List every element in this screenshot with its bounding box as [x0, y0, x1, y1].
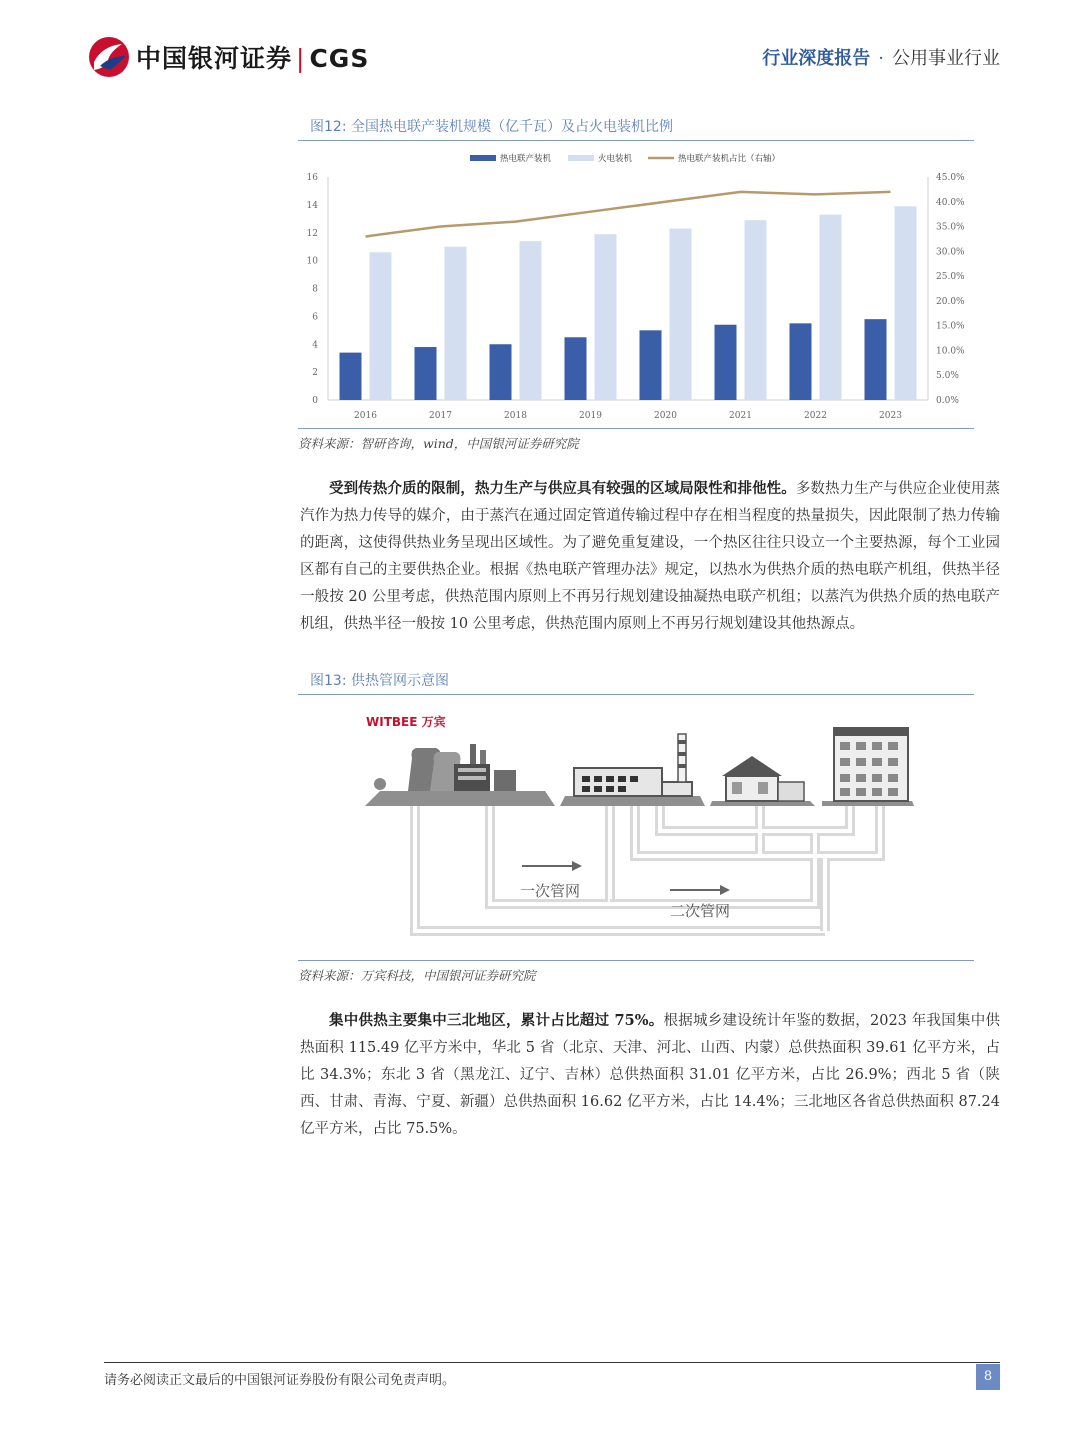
- para2-text: 根据城乡建设统计年鉴的数据，2023 年我国集中供热面积 115.49 亿平方米中，华北 5 省（北京、天津、河北、山西、内蒙）总供热面积 39.61 亿平方米，占比 34.3%；东北 3 省（黑龙江、辽宁、吉林）总供热面积 31.01 亿平方米，占比 26.9%；西北 5 省（陕西、甘肃、青海、宁夏、新疆）总供热面积 16.62 亿平方米，占比 14.4%；三北地区各省总供热面积 87.24 亿平方米，占比 75.5%。: [300, 1013, 1000, 1137]
- page-number: 8: [976, 1364, 1000, 1390]
- logo-separator: |: [296, 44, 306, 73]
- legend-swatch: [568, 155, 594, 161]
- logo-en-text: CGS: [309, 44, 370, 73]
- chart-line: [366, 192, 891, 237]
- bar-thermal-capacity: [895, 206, 917, 400]
- report-type: 行业深度报告: [762, 48, 871, 69]
- chart-bars: [340, 206, 917, 400]
- plant-ground: [365, 791, 555, 806]
- bar-chp-capacity: [790, 323, 812, 400]
- header-dot: ·: [878, 48, 884, 69]
- line-chp-share: [366, 192, 891, 237]
- y-tick-label-left: 8: [312, 284, 318, 295]
- footer-rule: [104, 1362, 1000, 1363]
- y-tick-label-left: 0: [312, 396, 318, 406]
- y-tick-label-right: 30.0%: [936, 247, 965, 258]
- bar-chp-capacity: [415, 347, 437, 400]
- bar-chp-capacity: [565, 337, 587, 400]
- y-tick-label-right: 15.0%: [936, 321, 965, 332]
- cgs-logo-icon: [88, 36, 130, 78]
- bar-thermal-capacity: [445, 247, 467, 400]
- bar-chp-capacity: [865, 319, 887, 400]
- y-tick-label-left: 6: [312, 312, 318, 323]
- apartment-building-icon: [834, 728, 908, 801]
- x-tick-label: 2017: [429, 411, 452, 421]
- secondary-network-arrow: [670, 885, 730, 895]
- figure13-title: 图13: 供热管网示意图: [298, 670, 974, 695]
- primary-network-arrow: [522, 861, 582, 871]
- logo-cn-text: 中国银河证券: [136, 44, 293, 73]
- y-tick-label-right: 35.0%: [936, 222, 965, 233]
- para1-text: 多数热力生产与供应企业使用蒸汽作为热力传导的媒介，由于蒸汽在通过固定管道传输过程中存在相当程度的热量损失，因此限制了热力传输的距离，这使得供热业务呈现出区域性。为了避免重复建设，一个热区往往只设立一个主要热源，每个工业园区都有自己的主要供热企业。根据《热电联产管理办法》规定，以热水为供热介质的热电联产机组，供热半径一般按 20 公里考虑，供热范围内原则上不再另行规划建设抽凝热电联产机组；以蒸汽为供热介质的热电联产机组，供热半径一般按 10 公里考虑，供热范围内原则上不再另行规划建设其他热源点。: [300, 481, 1000, 632]
- y-tick-label-right: 40.0%: [936, 197, 965, 208]
- bar-thermal-capacity: [520, 241, 542, 400]
- bar-chp-capacity: [340, 353, 362, 400]
- heat-station-icon: [574, 734, 692, 796]
- para2-bold: 集中供热主要集中三北地区，累计占比超过 75%。: [329, 1012, 664, 1029]
- figure12-bottom-rule: [298, 428, 974, 429]
- figure13-bottom-rule: [298, 960, 974, 961]
- header-report-info: [762, 44, 1000, 70]
- x-tick-label: 2016: [354, 411, 377, 421]
- bar-chp-capacity: [490, 344, 512, 400]
- bar-thermal-capacity: [670, 229, 692, 400]
- y-tick-label-right: 20.0%: [936, 296, 965, 307]
- industry-name: 公用事业行业: [892, 48, 1000, 69]
- y-tick-label-left: 16: [306, 173, 318, 183]
- y-tick-label-right: 45.0%: [936, 173, 965, 183]
- y-tick-label-right: 10.0%: [936, 346, 965, 357]
- power-plant-icon: [374, 744, 516, 791]
- figure12-chart: [298, 144, 974, 424]
- x-tick-label: 2020: [654, 411, 677, 421]
- bar-thermal-capacity: [745, 220, 767, 400]
- legend-label: 热电联产装机: [500, 154, 552, 164]
- y-tick-label-right: 25.0%: [936, 272, 965, 283]
- figure13-source: 资料来源：万宾科技，中国银河证券研究院: [298, 968, 536, 983]
- y-tick-label-right: 5.0%: [936, 371, 959, 382]
- y-tick-label-left: 4: [312, 340, 318, 351]
- secondary-pipe-network: [610, 806, 880, 931]
- x-tick-label: 2019: [579, 411, 602, 421]
- x-tick-label: 2022: [804, 411, 827, 421]
- footer-disclaimer: 请务必阅读正文最后的中国银河证券股份有限公司免责声明。: [104, 1373, 456, 1388]
- y-tick-label-left: 2: [312, 368, 318, 379]
- bar-thermal-capacity: [595, 234, 617, 400]
- legend-label: 热电联产装机占比（右轴）: [678, 154, 781, 164]
- paragraph-central-heating-regions: [300, 1007, 1000, 1143]
- bar-chp-capacity: [715, 325, 737, 400]
- secondary-network-label: 二次管网: [670, 902, 731, 920]
- x-tick-label: 2021: [729, 411, 752, 421]
- chart-legend: [470, 153, 780, 164]
- legend-label: 火电装机: [598, 154, 633, 164]
- x-tick-label: 2018: [504, 411, 527, 421]
- residential-house-icon: [722, 756, 804, 801]
- y-tick-label-left: 10: [306, 256, 318, 267]
- bar-chp-capacity: [640, 330, 662, 400]
- paragraph-heat-supply-locality: [300, 475, 1000, 638]
- para1-bold: 受到传热介质的限制，热力生产与供应具有较强的区域局限性和排他性。: [329, 480, 796, 497]
- bar-thermal-capacity: [820, 215, 842, 400]
- y-tick-label-left: 14: [306, 200, 318, 211]
- x-tick-label: 2023: [879, 411, 902, 421]
- primary-network-label: 一次管网: [520, 882, 581, 900]
- y-tick-label-left: 12: [306, 228, 318, 239]
- heating-network-diagram: [360, 706, 920, 946]
- figure12-source: 资料来源：智研咨询，wind，中国银河证券研究院: [298, 436, 579, 451]
- bar-thermal-capacity: [370, 252, 392, 400]
- y-tick-label-right: 0.0%: [936, 396, 959, 406]
- witbee-brand: WITBEE 万宾: [366, 715, 446, 729]
- station-ground: [560, 796, 705, 806]
- figure12-title: 图12: 全国热电联产装机规模（亿千瓦）及占火电装机比例: [298, 116, 974, 141]
- legend-swatch: [470, 155, 496, 161]
- company-logo: [88, 36, 369, 78]
